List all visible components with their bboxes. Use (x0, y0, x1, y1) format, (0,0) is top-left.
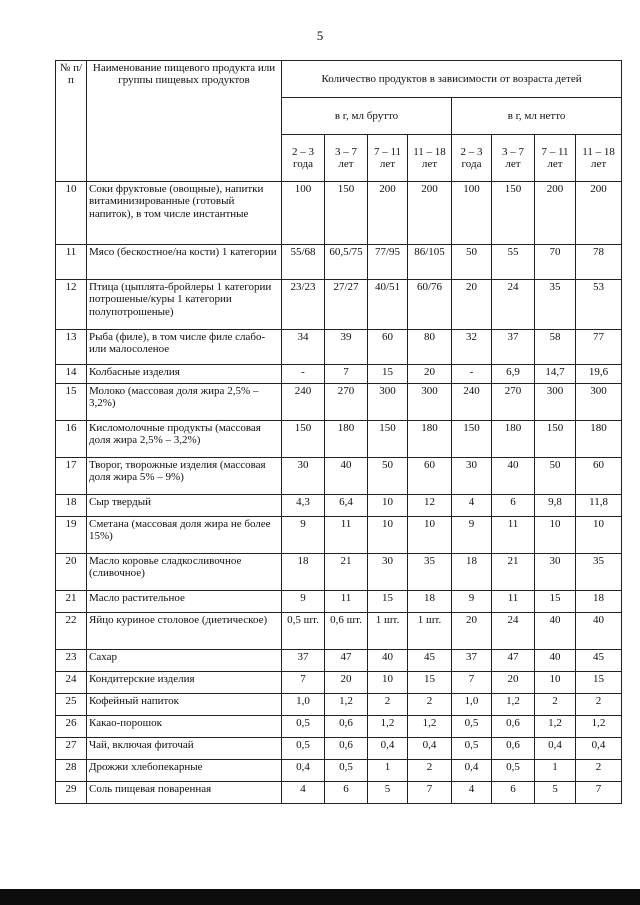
quantity-cell: 21 (325, 554, 368, 591)
quantity-cell: 240 (452, 384, 492, 421)
quantity-cell: 0,4 (576, 738, 622, 760)
table-row (56, 672, 622, 694)
quantity-cell: 9 (282, 591, 325, 613)
quantity-cell: 0,5 (282, 738, 325, 760)
quantity-cell: 1,0 (452, 694, 492, 716)
quantity-cell: 15 (368, 365, 408, 384)
quantity-cell: 20 (452, 280, 492, 330)
quantity-cell: 1,2 (576, 716, 622, 738)
quantity-cell: 53 (576, 280, 622, 330)
quantity-cell: - (452, 365, 492, 384)
food-norms-table (55, 60, 622, 804)
quantity-cell: 4,3 (282, 495, 325, 517)
quantity-cell: 45 (408, 650, 452, 672)
header-age: 7 – 11 лет (368, 135, 408, 182)
quantity-cell: 11 (325, 517, 368, 554)
quantity-cell: 7 (576, 782, 622, 804)
product-name: Сахар (87, 650, 282, 672)
quantity-cell: 7 (325, 365, 368, 384)
quantity-cell: 1 (368, 760, 408, 782)
quantity-cell: 150 (368, 421, 408, 458)
quantity-cell: 70 (535, 245, 576, 280)
table-row (56, 365, 622, 384)
header-name: Наименование пищевого продукта или группы пищевых продуктов (87, 61, 282, 182)
quantity-cell: 60 (368, 330, 408, 365)
quantity-cell: 78 (576, 245, 622, 280)
quantity-cell: 240 (282, 384, 325, 421)
quantity-cell: 24 (492, 613, 535, 650)
quantity-cell: 34 (282, 330, 325, 365)
quantity-cell: 30 (282, 458, 325, 495)
quantity-cell: - (282, 365, 325, 384)
quantity-cell: 50 (452, 245, 492, 280)
product-name: Какао-порошок (87, 716, 282, 738)
quantity-cell: 35 (408, 554, 452, 591)
quantity-cell: 77 (576, 330, 622, 365)
quantity-cell: 18 (452, 554, 492, 591)
product-name: Колбасные изделия (87, 365, 282, 384)
header-age: 3 – 7 лет (492, 135, 535, 182)
quantity-cell: 40 (492, 458, 535, 495)
quantity-cell: 180 (492, 421, 535, 458)
quantity-cell: 19,6 (576, 365, 622, 384)
row-number: 17 (56, 458, 87, 495)
quantity-cell: 58 (535, 330, 576, 365)
header-age: 11 – 18 лет (408, 135, 452, 182)
quantity-cell: 1,2 (535, 716, 576, 738)
product-name: Птица (цыплята-бройлеры 1 категории потрошеные/куры 1 категории полупотрошеные) (87, 280, 282, 330)
row-number: 15 (56, 384, 87, 421)
quantity-cell: 1,2 (368, 716, 408, 738)
table-row (56, 716, 622, 738)
quantity-cell: 0,5 (282, 716, 325, 738)
quantity-cell: 1 (535, 760, 576, 782)
quantity-cell: 80 (408, 330, 452, 365)
quantity-cell: 15 (408, 672, 452, 694)
quantity-cell: 300 (368, 384, 408, 421)
quantity-cell: 0,4 (408, 738, 452, 760)
quantity-cell: 2 (576, 760, 622, 782)
header-age: 3 – 7 лет (325, 135, 368, 182)
row-number: 23 (56, 650, 87, 672)
quantity-cell: 1 шт. (408, 613, 452, 650)
quantity-cell: 200 (535, 182, 576, 245)
quantity-cell: 39 (325, 330, 368, 365)
quantity-cell: 4 (452, 495, 492, 517)
quantity-cell: 47 (325, 650, 368, 672)
quantity-cell: 35 (535, 280, 576, 330)
row-number: 24 (56, 672, 87, 694)
quantity-cell: 20 (325, 672, 368, 694)
table-row (56, 245, 622, 280)
quantity-cell: 6,4 (325, 495, 368, 517)
quantity-cell: 24 (492, 280, 535, 330)
header-brutto: в г, мл брутто (282, 98, 452, 135)
quantity-cell: 270 (492, 384, 535, 421)
quantity-cell: 60/76 (408, 280, 452, 330)
quantity-cell: 77/95 (368, 245, 408, 280)
quantity-cell: 0,4 (535, 738, 576, 760)
table-row (56, 591, 622, 613)
table-row (56, 554, 622, 591)
quantity-cell: 20 (452, 613, 492, 650)
quantity-cell: 20 (492, 672, 535, 694)
quantity-cell: 11,8 (576, 495, 622, 517)
product-name: Яйцо куриное столовое (диетическое) (87, 613, 282, 650)
table-row (56, 694, 622, 716)
quantity-cell: 0,5 (325, 760, 368, 782)
quantity-cell: 40 (535, 650, 576, 672)
row-number: 29 (56, 782, 87, 804)
quantity-cell: 1 шт. (368, 613, 408, 650)
header-num: № п/п (56, 61, 87, 182)
quantity-cell: 7 (408, 782, 452, 804)
table-row (56, 495, 622, 517)
product-name: Кофейный напиток (87, 694, 282, 716)
quantity-cell: 300 (535, 384, 576, 421)
product-name: Кисломолочные продукты (массовая доля жира 2,5% – 3,2%) (87, 421, 282, 458)
quantity-cell: 150 (282, 421, 325, 458)
product-name: Мясо (бескостное/на кости) 1 категории (87, 245, 282, 280)
table-row (56, 782, 622, 804)
quantity-cell: 0,6 (325, 738, 368, 760)
table-row (56, 517, 622, 554)
quantity-cell: 5 (368, 782, 408, 804)
quantity-cell: 300 (408, 384, 452, 421)
quantity-cell: 7 (452, 672, 492, 694)
quantity-cell: 1,2 (492, 694, 535, 716)
quantity-cell: 40 (535, 613, 576, 650)
product-name: Соки фруктовые (овощные), напитки витаминизированные (готовый напиток), в том числе инстантные (87, 182, 282, 245)
quantity-cell: 2 (368, 694, 408, 716)
row-number: 11 (56, 245, 87, 280)
row-number: 27 (56, 738, 87, 760)
table-row (56, 738, 622, 760)
quantity-cell: 300 (576, 384, 622, 421)
quantity-cell: 60 (408, 458, 452, 495)
product-name: Сыр твердый (87, 495, 282, 517)
quantity-cell: 10 (576, 517, 622, 554)
row-number: 20 (56, 554, 87, 591)
quantity-cell: 9 (452, 591, 492, 613)
quantity-cell: 10 (535, 517, 576, 554)
header-age: 2 – 3 года (282, 135, 325, 182)
product-name: Чай, включая фиточай (87, 738, 282, 760)
quantity-cell: 10 (535, 672, 576, 694)
quantity-cell: 0,6 (492, 738, 535, 760)
header-age: 11 – 18 лет (576, 135, 622, 182)
quantity-cell: 0,5 (452, 716, 492, 738)
quantity-cell: 18 (408, 591, 452, 613)
quantity-cell: 1,2 (325, 694, 368, 716)
table-row (56, 458, 622, 495)
quantity-cell: 18 (576, 591, 622, 613)
row-number: 26 (56, 716, 87, 738)
header-netto: в г, мл нетто (452, 98, 622, 135)
quantity-cell: 50 (535, 458, 576, 495)
quantity-cell: 9 (452, 517, 492, 554)
quantity-cell: 100 (452, 182, 492, 245)
quantity-cell: 150 (535, 421, 576, 458)
quantity-cell: 86/105 (408, 245, 452, 280)
quantity-cell: 200 (576, 182, 622, 245)
quantity-cell: 27/27 (325, 280, 368, 330)
quantity-cell: 40 (576, 613, 622, 650)
quantity-cell: 20 (408, 365, 452, 384)
quantity-cell: 10 (368, 517, 408, 554)
quantity-cell: 10 (368, 495, 408, 517)
table-row (56, 650, 622, 672)
quantity-cell: 6,9 (492, 365, 535, 384)
quantity-cell: 60 (576, 458, 622, 495)
table-row (56, 760, 622, 782)
quantity-cell: 15 (368, 591, 408, 613)
quantity-cell: 50 (368, 458, 408, 495)
product-name: Творог, творожные изделия (массовая доля жира 5% – 9%) (87, 458, 282, 495)
quantity-cell: 0,6 шт. (325, 613, 368, 650)
quantity-cell: 6 (325, 782, 368, 804)
quantity-cell: 5 (535, 782, 576, 804)
quantity-cell: 47 (492, 650, 535, 672)
quantity-cell: 10 (368, 672, 408, 694)
product-name: Кондитерские изделия (87, 672, 282, 694)
quantity-cell: 270 (325, 384, 368, 421)
quantity-cell: 180 (408, 421, 452, 458)
quantity-cell: 40/51 (368, 280, 408, 330)
quantity-cell: 37 (282, 650, 325, 672)
product-name: Молоко (массовая доля жира 2,5% – 3,2%) (87, 384, 282, 421)
quantity-cell: 2 (535, 694, 576, 716)
quantity-cell: 12 (408, 495, 452, 517)
product-name: Соль пищевая поваренная (87, 782, 282, 804)
product-name: Рыба (филе), в том числе филе слабо- или малосоленое (87, 330, 282, 365)
row-number: 16 (56, 421, 87, 458)
table-row (56, 280, 622, 330)
quantity-cell: 37 (492, 330, 535, 365)
product-name: Дрожжи хлебопекарные (87, 760, 282, 782)
quantity-cell: 21 (492, 554, 535, 591)
quantity-cell: 11 (492, 517, 535, 554)
quantity-cell: 0,5 (492, 760, 535, 782)
quantity-cell: 40 (325, 458, 368, 495)
quantity-cell: 11 (492, 591, 535, 613)
table-row (56, 330, 622, 365)
quantity-cell: 1,0 (282, 694, 325, 716)
quantity-cell: 150 (325, 182, 368, 245)
quantity-cell: 32 (452, 330, 492, 365)
quantity-cell: 15 (535, 591, 576, 613)
quantity-cell: 0,4 (368, 738, 408, 760)
quantity-cell: 30 (535, 554, 576, 591)
table-row (56, 613, 622, 650)
page-number: 5 (316, 28, 324, 43)
quantity-cell: 60,5/75 (325, 245, 368, 280)
quantity-cell: 9,8 (535, 495, 576, 517)
quantity-cell: 4 (452, 782, 492, 804)
quantity-cell: 9 (282, 517, 325, 554)
quantity-cell: 23/23 (282, 280, 325, 330)
quantity-cell: 6 (492, 495, 535, 517)
quantity-cell: 0,5 шт. (282, 613, 325, 650)
quantity-cell: 6 (492, 782, 535, 804)
product-name: Масло коровье сладкосливочное (сливочное) (87, 554, 282, 591)
header-age: 7 – 11 лет (535, 135, 576, 182)
quantity-cell: 30 (452, 458, 492, 495)
row-number: 18 (56, 495, 87, 517)
quantity-cell: 2 (576, 694, 622, 716)
row-number: 25 (56, 694, 87, 716)
quantity-cell: 1,2 (408, 716, 452, 738)
row-number: 22 (56, 613, 87, 650)
quantity-cell: 0,4 (452, 760, 492, 782)
quantity-cell: 0,6 (492, 716, 535, 738)
quantity-cell: 35 (576, 554, 622, 591)
table-row (56, 384, 622, 421)
product-name: Сметана (массовая доля жира не более 15%) (87, 517, 282, 554)
quantity-cell: 0,5 (452, 738, 492, 760)
quantity-cell: 37 (452, 650, 492, 672)
quantity-cell: 11 (325, 591, 368, 613)
quantity-cell: 45 (576, 650, 622, 672)
header-quantity: Количество продуктов в зависимости от возраста детей (282, 61, 622, 98)
scan-bottom-bar (0, 889, 640, 905)
quantity-cell: 2 (408, 694, 452, 716)
quantity-cell: 150 (452, 421, 492, 458)
quantity-cell: 200 (368, 182, 408, 245)
quantity-cell: 14,7 (535, 365, 576, 384)
row-number: 28 (56, 760, 87, 782)
row-number: 12 (56, 280, 87, 330)
quantity-cell: 100 (282, 182, 325, 245)
quantity-cell: 200 (408, 182, 452, 245)
quantity-cell: 0,4 (282, 760, 325, 782)
quantity-cell: 180 (576, 421, 622, 458)
quantity-cell: 0,6 (325, 716, 368, 738)
quantity-cell: 55 (492, 245, 535, 280)
quantity-cell: 180 (325, 421, 368, 458)
header-age: 2 – 3 года (452, 135, 492, 182)
row-number: 19 (56, 517, 87, 554)
quantity-cell: 18 (282, 554, 325, 591)
product-name: Масло растительное (87, 591, 282, 613)
quantity-cell: 4 (282, 782, 325, 804)
row-number: 13 (56, 330, 87, 365)
quantity-cell: 30 (368, 554, 408, 591)
table-row (56, 421, 622, 458)
quantity-cell: 7 (282, 672, 325, 694)
row-number: 10 (56, 182, 87, 245)
quantity-cell: 10 (408, 517, 452, 554)
row-number: 21 (56, 591, 87, 613)
table-row (56, 182, 622, 245)
quantity-cell: 55/68 (282, 245, 325, 280)
quantity-cell: 2 (408, 760, 452, 782)
row-number: 14 (56, 365, 87, 384)
quantity-cell: 150 (492, 182, 535, 245)
quantity-cell: 15 (576, 672, 622, 694)
quantity-cell: 40 (368, 650, 408, 672)
